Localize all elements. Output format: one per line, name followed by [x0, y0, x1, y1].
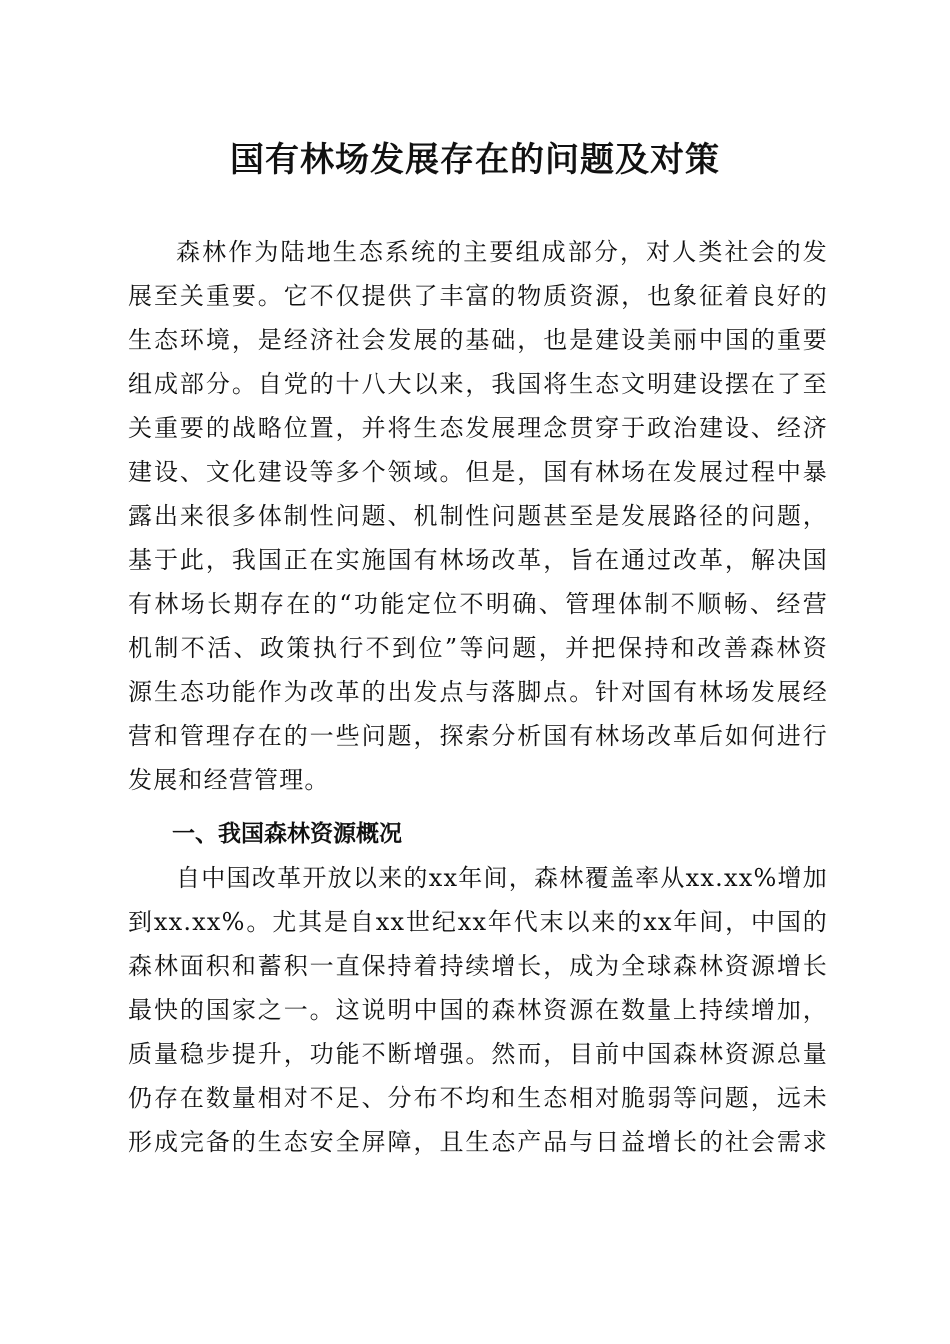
- paragraph-line: 基于此，我国正在实施国有林场改革，旨在通过改革，解决国: [128, 546, 828, 574]
- paragraph-line: 最快的国家之一。这说明中国的森林资源在数量上持续增加，: [128, 996, 828, 1024]
- paragraph-line: 展至关重要。它不仅提供了丰富的物质资源，也象征着良好的: [128, 282, 828, 310]
- paragraph-line: 有林场长期存在的“功能定位不明确、管理体制不顺畅、经营: [128, 590, 828, 618]
- paragraph-line: 营和管理存在的一些问题，探索分析国有林场改革后如何进行: [128, 722, 828, 750]
- paragraph-line: 仍存在数量相对不足、分布不均和生态相对脆弱等问题，远未: [128, 1084, 828, 1112]
- paragraph-line: 建设、文化建设等多个领域。但是，国有林场在发展过程中暴: [128, 458, 828, 486]
- document-title: 国有林场发展存在的问题及对策: [230, 140, 720, 180]
- paragraph-line: 组成部分。自党的十八大以来，我国将生态文明建设摆在了至: [128, 370, 828, 398]
- paragraph-line: 露出来很多体制性问题、机制性问题甚至是发展路径的问题，: [128, 502, 828, 530]
- section-heading: 一、我国森林资源概况: [172, 821, 402, 847]
- paragraph-line: 机制不活、政策执行不到位”等问题，并把保持和改善森林资: [128, 634, 828, 662]
- paragraph-line: 关重要的战略位置，并将生态发展理念贯穿于政治建设、经济: [128, 414, 828, 442]
- section-paragraph: [128, 856, 828, 1164]
- paragraph-line: 生态环境，是经济社会发展的基础，也是建设美丽中国的重要: [128, 326, 828, 354]
- paragraph-line: 到xx.xx%。尤其是自xx世纪xx年代末以来的xx年间，中国的: [128, 908, 828, 936]
- intro-paragraph: [128, 230, 828, 802]
- paragraph-line: 源生态功能作为改革的出发点与落脚点。针对国有林场发展经: [128, 678, 828, 706]
- paragraph-line: 自中国改革开放以来的xx年间，森林覆盖率从xx.xx%增加: [176, 864, 828, 892]
- paragraph-line: 形成完备的生态安全屏障，且生态产品与日益增长的社会需求: [128, 1128, 828, 1156]
- paragraph-line: 质量稳步提升，功能不断增强。然而，目前中国森林资源总量: [128, 1040, 828, 1068]
- paragraph-line: 森林面积和蓄积一直保持着持续增长，成为全球森林资源增长: [128, 952, 828, 980]
- paragraph-line: 森林作为陆地生态系统的主要组成部分，对人类社会的发: [176, 238, 828, 266]
- paragraph-line: 发展和经营管理。: [128, 766, 330, 794]
